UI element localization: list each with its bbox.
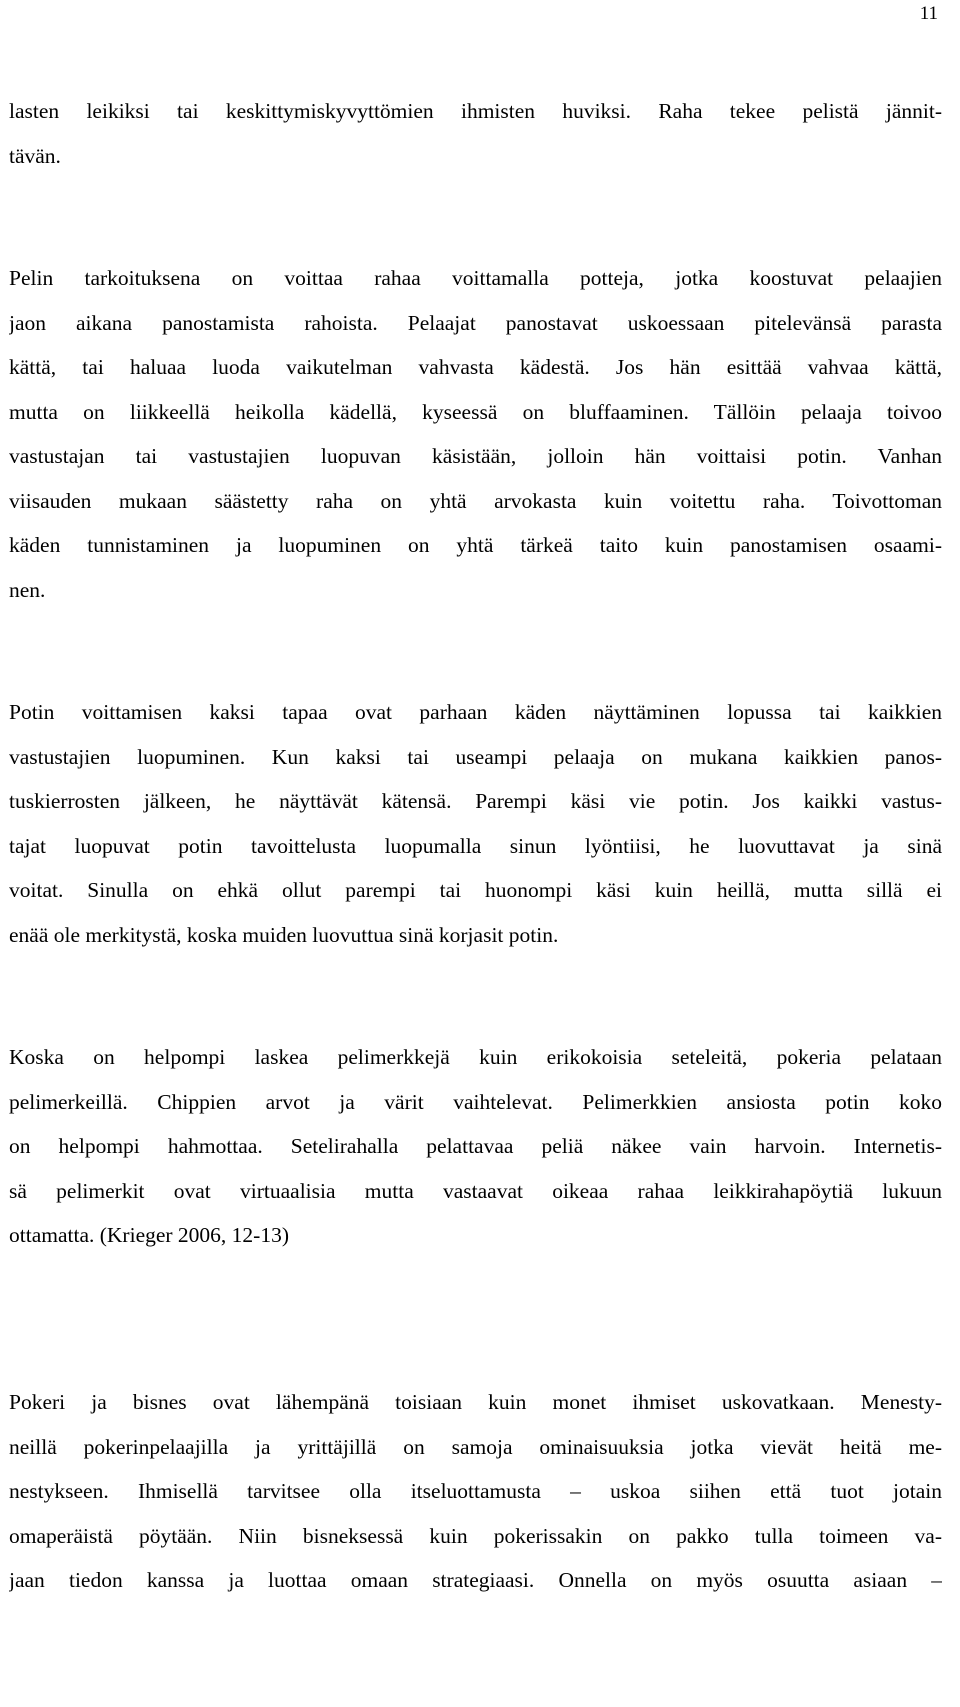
text-line: voitat. Sinulla on ehkä ollut parempi tai huonompi käsi kuin heillä, mutta sillä ei [9,878,942,902]
text-line: vastustajan tai vastustajien luopuvan käsistään, jolloin hän voittaisi potin. Vanhan [9,444,942,468]
text-line: tävän. [9,143,61,168]
paragraph-3 [9,690,942,957]
text-line: neillä pokerinpelaajilla ja yrittäjillä on samoja ominaisuuksia jotka vievät heitä me- [9,1434,942,1459]
text-line: Koska on helpompi laskea pelimerkkejä kuin erikokoisia seteleitä, pokeria pelataan [9,1045,942,1069]
text-line: nestykseen. Ihmisellä tarvitsee olla itseluottamusta – uskoa siihen että tuot jotain [9,1479,942,1503]
text-line: tuskierrosten jälkeen, he näyttävät kätensä. Parempi käsi vie potin. Jos kaikki vastus- [9,789,942,813]
text-line: sä pelimerkit ovat virtuaalisia mutta vastaavat oikeaa rahaa leikkirahapöytiä lukuun [9,1178,942,1203]
text-line: Pokeri ja bisnes ovat lähempänä toisiaan kuin monet ihmiset uskovatkaan. Menesty- [9,1390,942,1414]
paragraph-2 [9,256,942,612]
text-line: Pelin tarkoituksena on voittaa rahaa voittamalla potteja, jotka koostuvat pelaajien [9,266,942,290]
text-line: ottamatta. (Krieger 2006, 12-13) [9,1223,290,1247]
text-line: kättä, tai haluaa luoda vaikutelman vahvasta kädestä. Jos hän esittää vahvaa kättä, [9,355,942,379]
text-line: Potin voittamisen kaksi tapaa ovat parhaan käden näyttäminen lopussa tai kaikkien [9,700,942,724]
paragraph-5 [9,1380,942,1603]
text-line: käden tunnistaminen ja luopuminen on yhtä tärkeä taito kuin panostamisen osaami- [9,533,942,557]
text-line: viisauden mukaan säästetty raha on yhtä arvokasta kuin voitettu raha. Toivottoman [9,488,942,513]
page-number: 11 [919,3,938,24]
text-line: omaperäistä pöytään. Niin bisneksessä kuin pokerissakin on pakko tulla toimeen va- [9,1523,942,1548]
text-line: lasten leikiksi tai keskittymiskyvyttömien ihmisten huviksi. Raha tekee pelistä jännit- [9,99,942,123]
text-line: tajat luopuvat potin tavoittelusta luopumalla sinun lyöntiisi, he luovuttavat ja sinä [9,833,942,858]
text-line: jaan tiedon kanssa ja luottaa omaan strategiaasi. Onnella on myös osuutta asiaan – [9,1568,942,1592]
paragraph-1 [9,89,942,178]
text-line: mutta on liikkeellä heikolla kädellä, kyseessä on bluffaaminen. Tällöin pelaaja toivoo [9,399,942,424]
text-line: vastustajien luopuminen. Kun kaksi tai useampi pelaaja on mukana kaikkien panos- [9,744,942,769]
text-line: nen. [9,577,46,602]
text-line: jaon aikana panostamista rahoista. Pelaajat panostavat uskoessaan pitelevänsä parasta [9,310,942,335]
text-line: enää ole merkitystä, koska muiden luovuttua sinä korjasit potin. [9,922,559,947]
text-line: pelimerkeillä. Chippien arvot ja värit vaihtelevat. Pelimerkkien ansiosta potin koko [9,1089,942,1114]
text-line: on helpompi hahmottaa. Setelirahalla pelattavaa peliä näkee vain harvoin. Internetis- [9,1134,942,1158]
paragraph-4 [9,1035,942,1258]
